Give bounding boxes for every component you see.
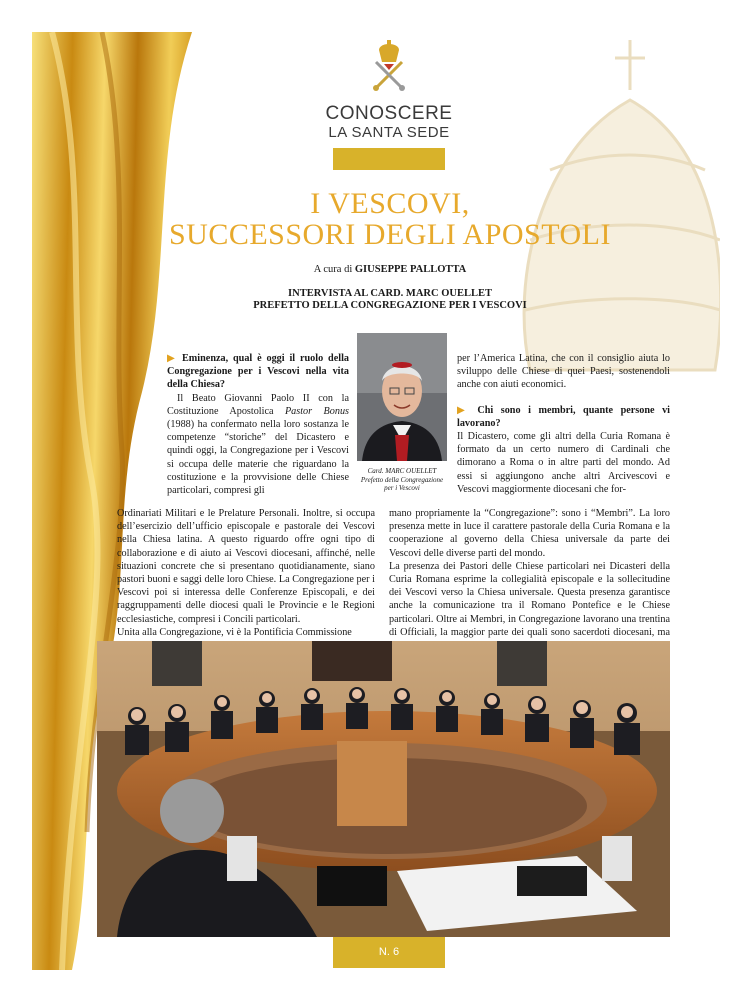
right-column-upper: [457, 352, 670, 496]
arrow-bullet-icon: ▶: [167, 353, 183, 364]
answer-2-continued-1: mano propriamente la “Congregazione”: sono i “Membri”. La loro presenza mette in luce il carattere pastorale della Curia Romana e la cooperazione al governo della Chiesa universale da parte dei Vescovi delle diverse parti del mondo.: [389, 508, 670, 559]
subhead-line2: PREFETTO DELLA CONGREGAZIONE PER I VESCOVI: [253, 300, 527, 311]
brand-line1: CONOSCERE: [325, 103, 453, 124]
congregation-meeting-photo: [97, 641, 670, 937]
subhead-line1: INTERVISTA AL CARD. MARC OUELLET: [288, 288, 492, 299]
left-column-lower: [117, 507, 375, 639]
article-title: [150, 188, 630, 250]
answer-2-continued-2: La presenza dei Pastori delle Chiese particolari nei Dicasteri della Curia Romana esprime la collegialità episcopale e la sollecitudine dei Vescovi verso la Chiesa universale. Questa presenza garantisce anche la comunicazione tra il Romano Pontefice e le Chiese particolari. Oltre ai Membri, in Congregazione lavorano una trentina di Officiali, la maggior parte dei quali sono sacerdoti diocesani, ma: [389, 560, 670, 638]
answer-2: Il Dicastero, come gli altri della Curia Romana è formato da un certo numero di Cardinali che dimorano a Roma o in altre parti del mondo. Ad essi si aggiungono anche altri Arcivescovi e Vescovi maggiormente diocesani che for-: [457, 431, 670, 495]
question-2: ▶ Chi sono i membri, quante persone vi lavorano?: [457, 404, 670, 429]
interview-subhead: [220, 288, 560, 312]
right-top-text: per l’America Latina, che con il consiglio aiuta lo sviluppo delle Chiese di quei Paesi, sostenendoli anche con aiuti economici.: [457, 353, 670, 391]
header-gold-bar: [333, 148, 445, 170]
right-column-lower: [389, 507, 670, 652]
question-1: ▶ Eminenza, qual è oggi il ruolo della Congregazione per i Vescovi nella vita della Chiesa?: [167, 353, 349, 391]
curator-prefix: A cura di: [313, 264, 353, 275]
title-line1: I VESCOVI,: [310, 187, 470, 220]
title-line2: SUCCESSORI DEGLI APOSTOLI: [168, 218, 611, 251]
brand-line2: LA SANTA SEDE: [328, 124, 450, 141]
curator-name: GIUSEPPE PALLOTTA: [354, 264, 467, 275]
page-number: N. 6: [333, 937, 445, 968]
curator-credit: [220, 264, 560, 275]
cardinal-portrait-photo: [357, 333, 447, 461]
left-column-upper: [167, 352, 349, 497]
portrait-caption: Card. MARC OUELLET Prefetto della Congregazione per i Vescovi: [360, 467, 444, 492]
papal-keys-emblem-icon: [370, 40, 408, 92]
answer-1-continued: Ordinariati Militari e le Prelature Personali. Inoltre, si occupa dell’esercizio dell’ufficio episcopale e pastorale dei Vescovi nella Chiesa latina. A questo riguardo offre ogni tipo di collaborazione e di aiuto ai Vescovi diocesani, affinché, nelle situazioni concrete che si presentano quotidianamente, siano pastori buoni e saggi delle loro Chiese. La Congregazione per i Vescovi poi si interessa delle Conferenze Episcopali, e dei raggruppamenti delle diocesi quali le Provincie e le Regioni ecclesiastiche, compresi i Concili particolari.: [117, 508, 375, 625]
arrow-bullet-icon: ▶: [457, 404, 478, 416]
answer-1: Il Beato Giovanni Paolo II con la Costituzione Apostolica Pastor Bonus (1988) ha confermato nella loro sostanza le competenze “storiche” del Dicastero e quindi oggi, la Congregazione per i Vescovi si occupa delle materie che riguardano la costituzione e la provvisione delle Chiese particolari, compresi gli: [167, 392, 350, 497]
pastor-bonus-title: Pastor Bonus: [284, 405, 350, 417]
brand-logo: [300, 104, 478, 140]
answer-1-last-line: Unita alla Congregazione, vi è la Pontificia Commissione: [117, 626, 352, 638]
